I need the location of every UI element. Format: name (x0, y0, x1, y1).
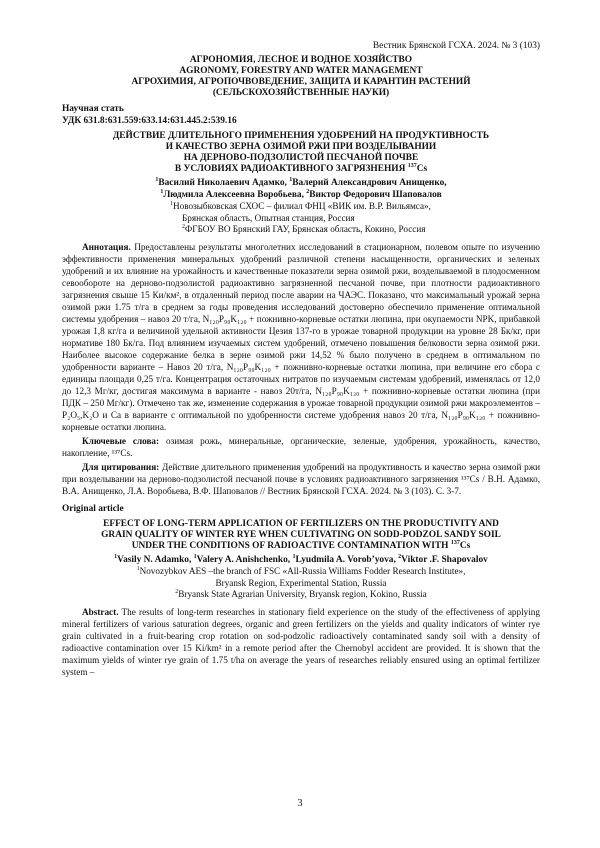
title-ru-line: В УСЛОВИЯХ РАДИОАКТИВНОГО ЗАГРЯЗНЕНИЯ $^{137}$Cs (174, 162, 428, 174)
article-type: Научная стать (62, 104, 124, 114)
udc-code: УДК 631.8:631.559:633.14:631.445.2:539.16 (62, 115, 237, 126)
author-name: Валерий Александрович Анищенко, (292, 178, 447, 188)
author-name: Василий Николаевич Адамко, (158, 178, 290, 188)
author-name: Виктор Федорович Шаповалов (309, 189, 442, 200)
article-title-en (62, 519, 540, 552)
title-en-line: UNDER THE CONDITIONS OF RADIOACTIVE CONTAMINATION WITH $^{137}$Cs (131, 539, 471, 551)
author-name: Людмила Алексеевна Воробьева, (163, 189, 307, 200)
author-name: Valery A. Anishchenko, (196, 554, 293, 565)
subsection-heading-ru-note: (СЕЛЬСКОХОЗЯЙСТВЕННЫЕ НАУКИ) (212, 88, 390, 98)
title-en-line: EFFECT OF LONG-TERM APPLICATION OF FERTILIZERS ON THE PRODUCTIVITY AND (103, 518, 499, 529)
subsection-heading-ru: АГРОХИМИЯ, АГРОПОЧВОВЕДЕНИЕ, ЗАЩИТА И КАРАНТИН РАСТЕНИЙ (131, 77, 471, 87)
affiliation-line: $^2$Bryansk State Agrarian University, Bryansk region, Kokino, Russia (175, 588, 427, 599)
citation-ru: Для цитирования: Действие длительного применения удобрений на продуктивность и качество зерна озимой ржи при возделывании на дерново-подзолистой песчаной почве в условиях радиоактивного загрязнения ¹³⁷Cs / В.Н. Адамко, В.А. Анищенко, Л.А. Воробьева, В.Ф. Шаповалов // Вестник Брянской ГСХА. 2024. № 3 (103). С. 3-7. (62, 461, 540, 496)
affiliation-line: Брянская область, Опытная станция, Россия (182, 212, 355, 223)
authors-ru-line: $^1$Людмила Алексеевна Воробьева, $^2$Виктор Федорович Шаповалов (160, 188, 442, 200)
affiliation-line: $^1$Новозыбковская СХОС – филиал ФНЦ «ВИК им. В.Р. Вильямса», (170, 200, 431, 211)
affiliation-line: Bryansk Region, Experimental Station, Russia (215, 577, 387, 588)
affiliation-line: $^1$Novozybkov AES –the branch of FSC «All-Russia Williams Fodder Research Institute», (136, 565, 466, 576)
page-number: 3 (297, 798, 303, 809)
abstract-en: Abstract. The results of long-term researches in stationary field experience on the study of the effectiveness of applying mineral fertilizers of various saturation degrees, organic and green fertilizers on the yields and quality indicators of winter rye grain cultivated in a fruit-bearing crop rotation on sod-podzolic radioactively contaminated sandy soil with a density of radioactive contamination over 15 Ki/km² in a remote period after the Chernobyl accident are provided. It is shown that the maximum yields of winter rye grain of 1.75 t/ha on average the years of researches reliably ensured using an optimal fertilizer system – (62, 606, 540, 677)
section-heading-ru: АГРОНОМИЯ, ЛЕСНОЕ И ВОДНОЕ ХОЗЯЙСТВО (189, 55, 413, 65)
section-heading-en: AGRONOMY, FORESTRY AND WATER MANAGEMENT (179, 66, 423, 76)
title-ru-line: И КАЧЕСТВО ЗЕРНА ОЗИМОЙ РЖИ ПРИ ВОЗДЕЛЫВАНИИ (165, 142, 437, 152)
journal-header: Вестник Брянской ГСХА. 2024. № 3 (103) (372, 41, 540, 51)
affiliation-line: $^2$ФГБОУ ВО Брянский ГАУ, Брянская область, Кокино, Россия (182, 223, 426, 234)
keywords-ru: Ключевые слова: озимая рожь, минеральные, органические, зеленые, удобрения, урожайность, качество, накопление, ¹³⁷Cs. (62, 435, 540, 458)
article-title-ru (62, 131, 540, 175)
authors-ru (62, 178, 540, 201)
original-article-label: Original article (62, 503, 124, 514)
title-en-line: GRAIN QUALITY OF WINTER RYE WHEN CULTIVATING ON SODD-PODZOL SANDY SOIL (101, 529, 501, 540)
article-page (62, 40, 540, 678)
abstract-ru: Аннотация. Предоставлены результаты многолетних исследований в стационарном, полевом опыте по изучению эффективности применения минеральных удобрений различной степени насыщенности, органических и зеленых удобрений и их влияние на урожайность и качественные показатели зерна озимой ржи, возделываемой в плодосменном севообороте на дерново-подзолистой радиоактивно загрязненной песчаной почве, при плотности радиоактивного загрязнения свыше 15 Ки/км², в отдаленный период после аварии на ЧАЭС. Показано, что максимальный урожай зерна озимой ржи 1.75 т/га в среднем за годы проведения исследований достоверно обеспечило применение оптимальной системы удобрения – навоз 20 т/га, N₁₂₀P₉₀K₁₂₀ + пожнивно-корневые остатки люпина, при окупаемости NPK, прибавкой урожая 1,8 кг/га и величиной удельной активности Цезия 137-го в урожае товарной продукции на уровне 28 Бк/кг, при нормативе 180 Бк/га. Под влиянием изучаемых систем удобрений, отмечено повышения белковости зерна озимой ржи. Наиболее высокое содержание белка в зерне озимой ржи 14,52 % было получено в среднем в оптимальном по удобренности варианте – Навоз 20 т/га, N₁₂₀P₉₀K₁₂₀ + пожнивно-корневые остатки люпина, при величине его сбора с единицы площади 0,25 т/га. Концентрация остаточных нитратов по изучаемым системам удобрений, изменялась от 12,0 до 12,3 Мг/кг, достигая максимума в варианте - навоз 20т/га, N₁₂₀P₉₀K₁₂₀ + пожнивно-корневые остатки люпина (при ПДК – 250 Мг/кг). Отмечено так же, изменение содержания в урожае товарной продукции озимой ржи макроэлементов – P₂O₅,K₂O и Ca в варианте с оптимальной по удобренности системе удобрения навоз 20 т/га, N₁₂₀P₉₀K₁₂₀ + пожнивно-корневые остатки люпина. (62, 241, 540, 432)
title-ru-line: ДЕЙСТВИЕ ДЛИТЕЛЬНОГО ПРИМЕНЕНИЯ УДОБРЕНИЙ НА ПРОДУКТИВНОСТЬ (112, 131, 490, 141)
affiliations-en (62, 566, 540, 601)
author-name: Viktor .F. Shapovalov (401, 554, 488, 565)
title-ru-line: НА ДЕРНОВО-ПОДЗОЛИСТОЙ ПЕСЧАНОЙ ПОЧВЕ (183, 153, 419, 163)
authors-en: $^1$Vasily N. Adamko, $^1$Valery A. Anishchenko, $^1$Lyudmila A. Vorob’yova, $^2$Viktor .F. Shapovalov (114, 553, 488, 565)
affiliations-ru (62, 201, 540, 236)
author-name: Lyudmila A. Vorob’yova, (295, 554, 399, 565)
authors-ru-line: $^1$Василий Николаевич Адамко, $^1$Валерий Александрович Анищенко, (155, 176, 447, 188)
author-name: Vasily N. Adamko, (117, 554, 194, 565)
